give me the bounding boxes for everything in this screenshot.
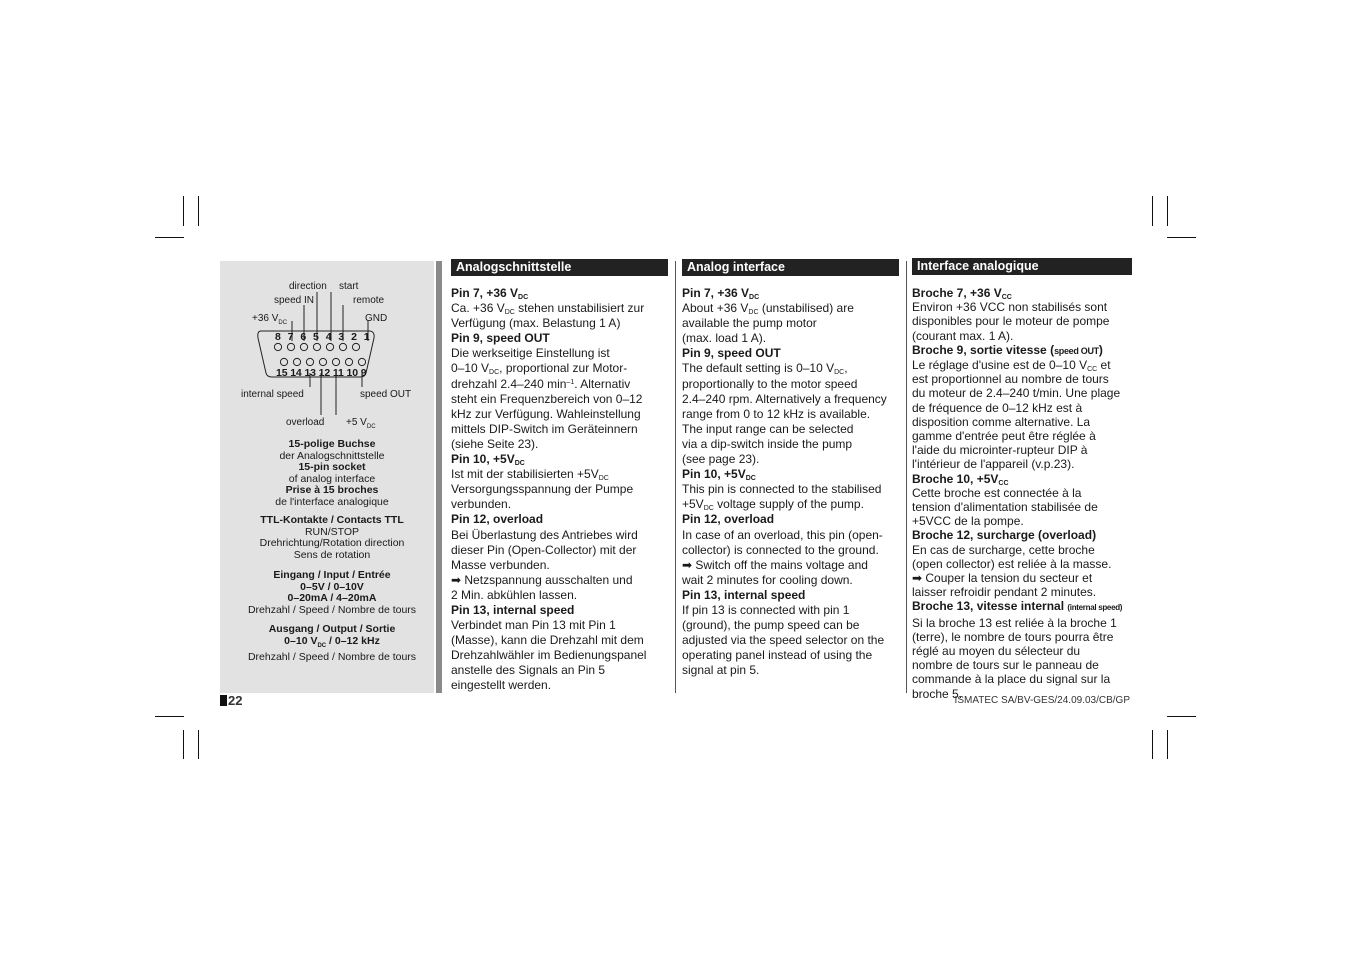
label-gnd: GND — [365, 313, 388, 324]
label-speed-out: speed OUT — [360, 389, 412, 400]
column-german: Analogschnittstelle Pin 7, +36 $V_{DC}$ Ca. +36 $V_{DC}$ stehen unstabilisiert zur Verfügung (max. Belastung 1 A) Pin 9, speed OUT Die werkseitige Einstellung ist 0–10 $V_{DC}$, proportional zur Motor- drehzahl 2.4–240 $\min^{-1}$. Alternativ steht ein Frequenzbereich von 0–12 kHz zur Verfügung. Wahleinstellung mittels DIP-Switch im Geräteinnern (siehe Seite 23). Pin 10, $+5V_{DC}$ Ist mit der stabilisierten $+5V_{DC}$ Versorgungsspannung der Pumpe verbunden. Pin 12, overload Bei Überlastung des Antriebes wird dieser Pin (Open-Collector) mit der Masse verbunden. ➡ Netzspannung ausschalten und 2 Min. abkühlen lassen. Pin 13, internal speed Verbindet man Pin 13 mit Pin 1 (Masse), kann die Drehzahl mit dem Drehzahlwähler im Bedienungspanel anstelle des Signals an Pin 5 eingestellt werden. — [451, 259, 668, 694]
column-divider — [906, 261, 907, 693]
pin-numbers-bottom: 15 14 13 12 11 10 9 — [276, 367, 366, 379]
section-title-de: Analogschnittstelle — [451, 259, 668, 276]
section-title-fr: Interface analogique — [912, 258, 1132, 275]
page-marker-square — [220, 695, 227, 706]
label-start: start — [339, 281, 359, 292]
document-reference: ISMATEC SA/BV-GES/24.09.03/CB/GP — [954, 695, 1130, 706]
pin-numbers-top: 8 7 6 5 4 3 2 1 — [275, 331, 369, 343]
ttl-caption: TTL-Kontakte / Contacts TTL RUN/STOP Drehrichtung/Rotation direction Sens de rotation — [259, 514, 405, 561]
output-caption: Ausgang / Output / Sortie 0–10 $V_{DC} / 0-12$ kHz Drehzahl / Speed / Nombre de tours — [247, 623, 417, 664]
label-overload: overload — [286, 417, 325, 428]
label-direction: direction — [289, 281, 327, 292]
socket-caption: 15-polige Buchse der Analogschnittstelle 15-pin socket of analog interface Prise à 15 broches de l'interface analogique — [275, 438, 389, 508]
label-5v: +5 $V_{DC}$ — [346, 417, 376, 430]
label-internal-speed: internal speed — [241, 389, 304, 400]
column-divider — [675, 261, 676, 693]
connector-sidebar — [220, 261, 434, 693]
db15-connector-diagram — [220, 261, 434, 461]
section-title-en: Analog interface — [682, 259, 899, 276]
label-36v: +36 $V_{DC}$ — [252, 313, 288, 326]
column-english: Analog interface Pin 7, +36 $V_{DC}$ About +36 $V_{DC}$ (unstabilised) are available the pump motor (max. load 1 A). Pin 9, speed OUT The default setting is 0–10 $V_{DC}$, proportionally to the motor speed 2.4–240 rpm. Alternatively a frequency range from 0 to 12 kHz is available. The input range can be selected via a dip-switch inside the pump (see page 23). Pin 10, $+5V_{DC}$ This pin is connected to the stabilised $+5V_{DC}$ voltage supply of the pump. Pin 12, overload In case of an overload, this pin (open- collector) is connected to the ground. ➡ Switch off the mains voltage and wait 2 minutes for cooling down. Pin 13, internal speed If pin 13 is connected with pin 1 (ground), the pump speed can be adjusted via the speed selector on the operating panel instead of using the signal at pin 5. — [682, 259, 899, 678]
input-caption: Eingang / Input / Entrée 0–5V / 0–10V 0–20mA / 4–20mA Drehzahl / Speed / Nombre de tours — [247, 569, 417, 616]
label-speed-in: speed IN — [274, 295, 315, 306]
page-number: 22 — [220, 693, 242, 708]
column-french: Interface analogique Broche 7, +36 $V_{CC}$ Environ +36 VCC non stabilisés sont disponibles pour le moteur de pompe (courant max. 1 A). Broche 9, sortie vitesse (speed OUT) Le réglage d'usine est de 0–10 $V_{CC}$ et est proportionnel au nombre de tours du moteur de 2.4–240 t/min. Une plage de fréquence de 0–12 kHz est à disposition comme alternative. La gamme d'entrée peut être réglée à l'aide du microinter-rupteur DIP à l'intérieur de l'appareil (v.p.23). Broche 10, $+5V_{CC}$ Cette broche est connectée à la tension d'alimentation stabilisée de +5VCC de la pompe. Broche 12, surcharge (overload) En cas de surcharge, cette broche (open collector) est reliée à la masse. ➡ Couper la tension du secteur et laisser refroidir pendant 2 minutes. Broche 13, vitesse internal (internal speed) Si la broche 13 est reliée à la broche 1 (terre), le nombre de tours pourra être réglé au moyen du sélecteur du nombre de tours sur le panneau de commande à la place du signal sur la broche 5. — [912, 258, 1132, 701]
sidebar-edge-bar — [436, 261, 442, 693]
label-remote: remote — [353, 295, 385, 306]
